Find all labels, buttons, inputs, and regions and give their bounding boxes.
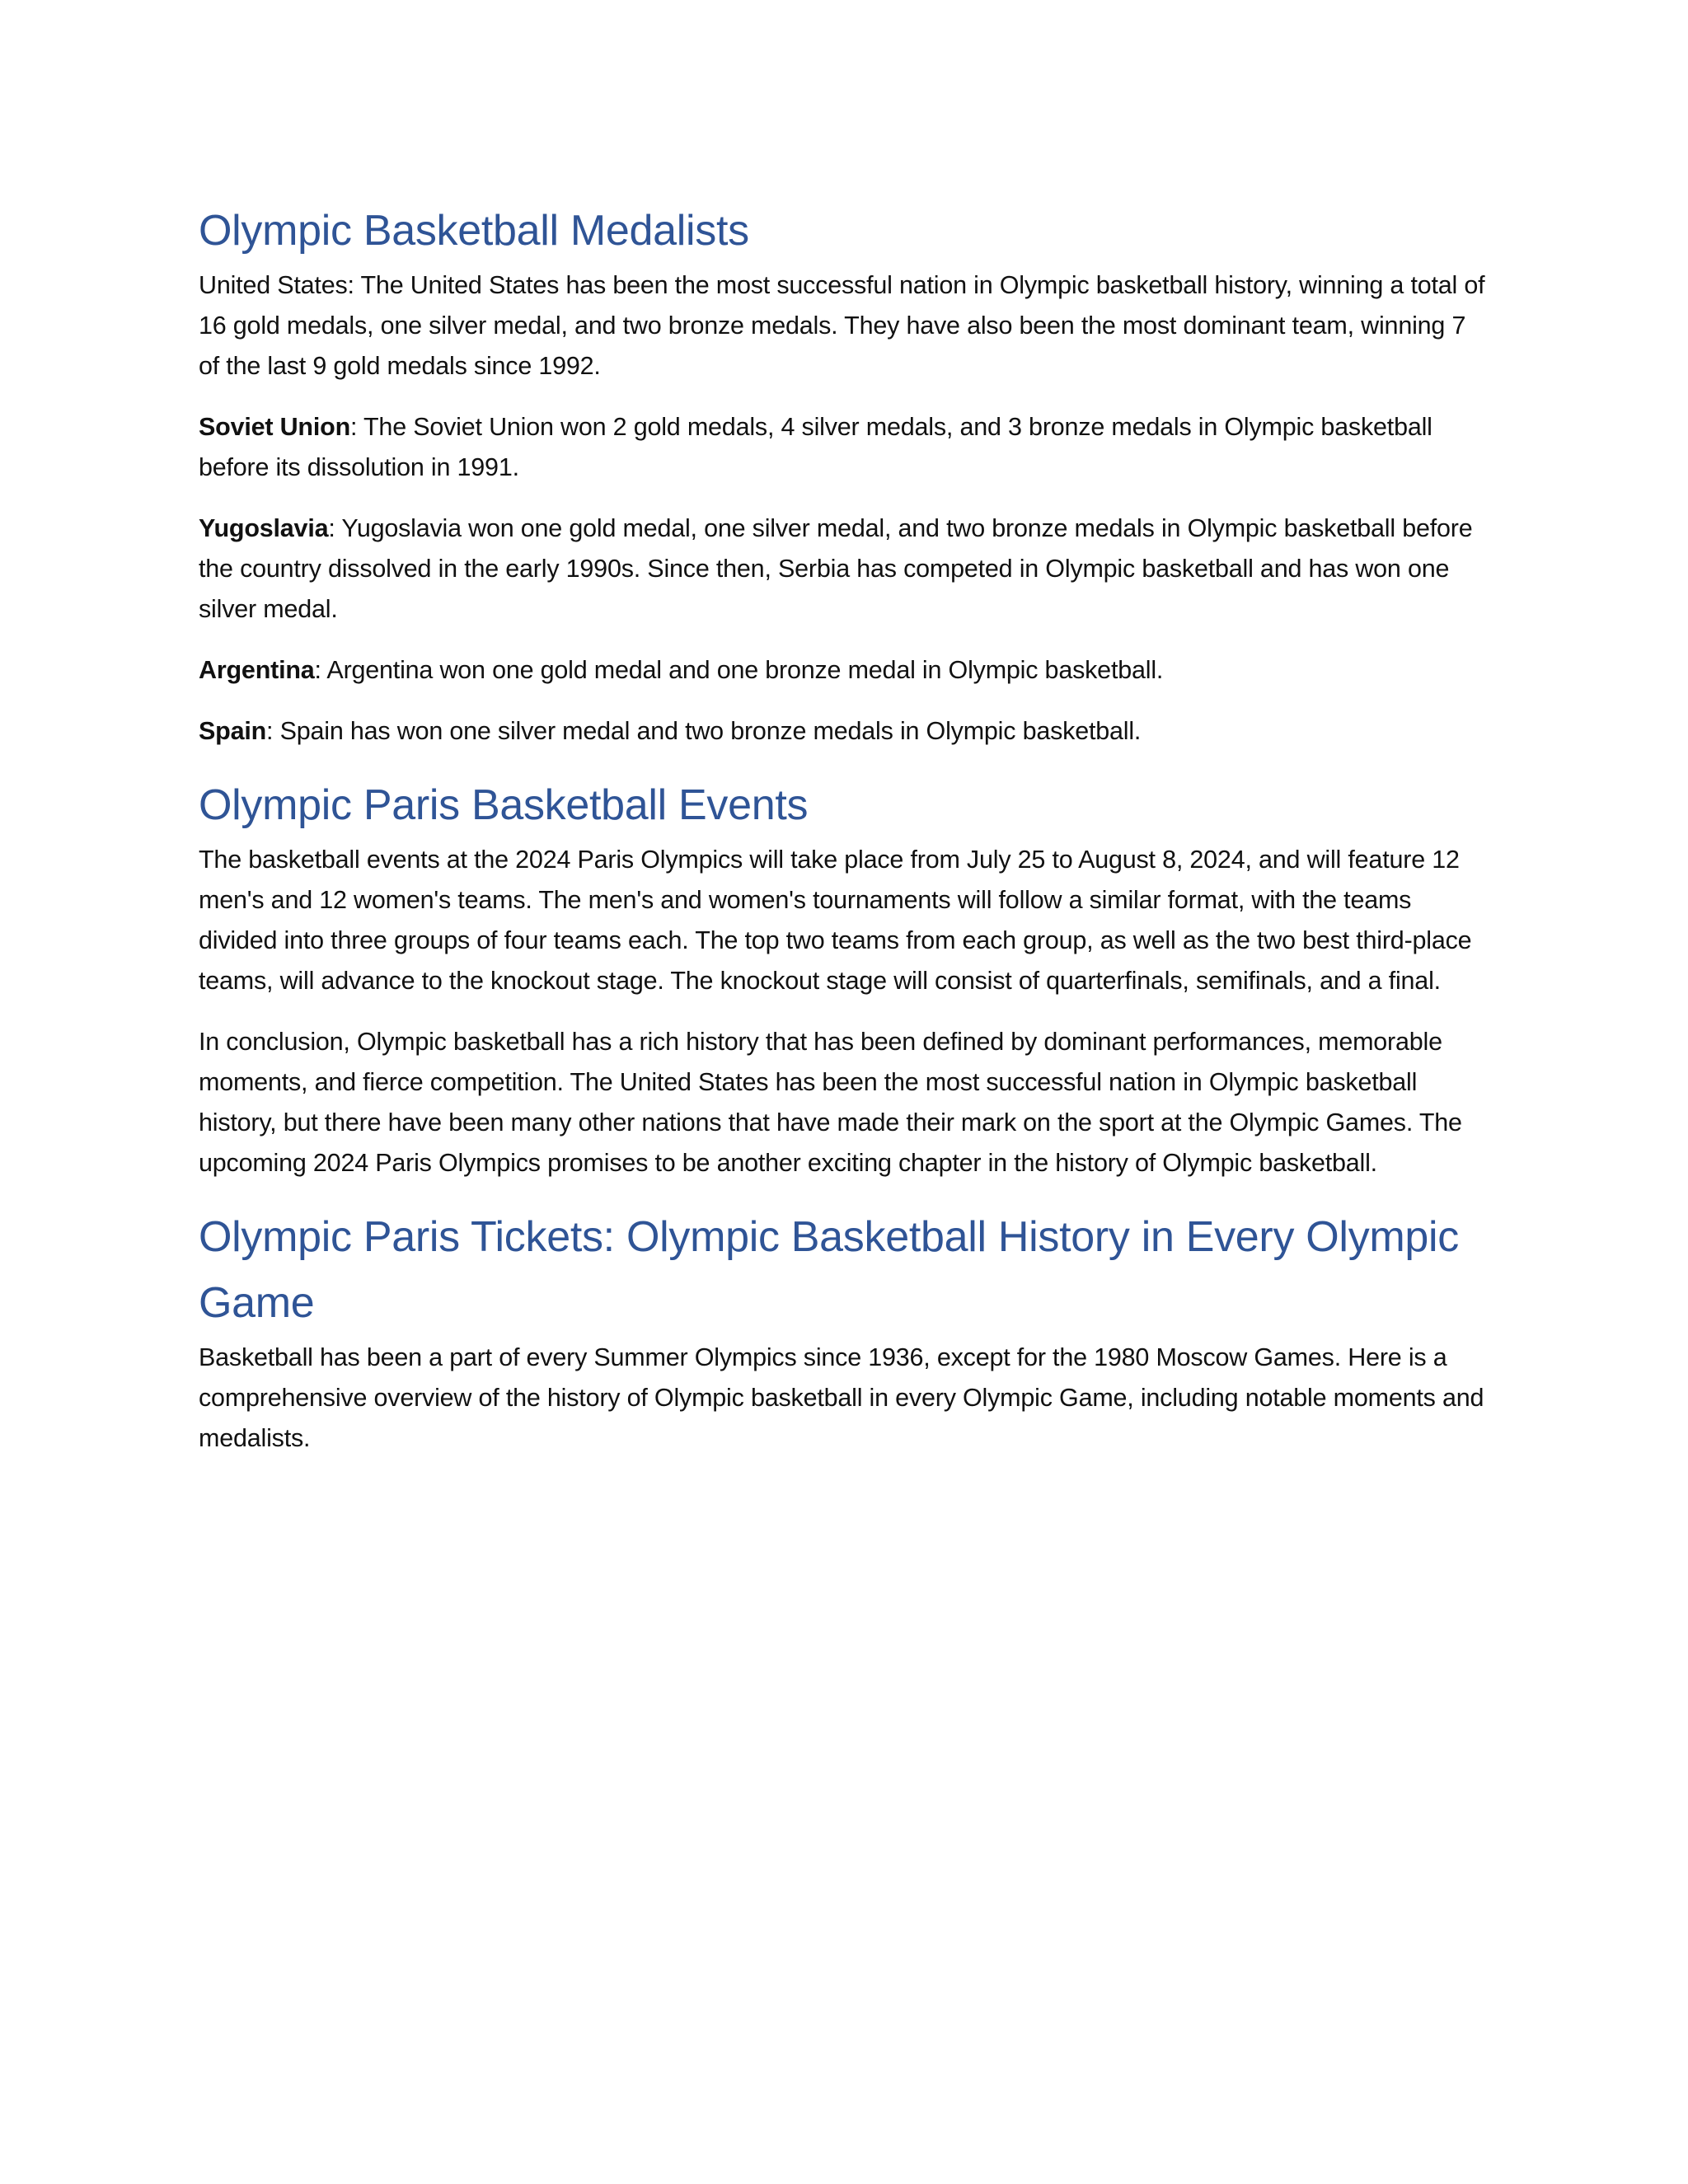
- heading-medalists: Olympic Basketball Medalists: [199, 207, 749, 255]
- term-yugoslavia: Yugoslavia: [199, 514, 329, 542]
- heading-paris-events: Olympic Paris Basketball Events: [199, 781, 809, 829]
- paragraph-text: The Soviet Union won 2 gold medals, 4 silver medals, and 3 bronze medals in Olympic basketball before its dissolution in 1991.: [199, 413, 1432, 481]
- paragraph-history-overview: Basketball has been a part of every Summer Olympics since 1936, except for the 1980 Moscow Games. Here is a comprehensive overview of the history of Olympic basketball in every Olympic Game, including notable moments and medalists.: [199, 1343, 1484, 1452]
- term-soviet-union: Soviet Union: [199, 413, 350, 441]
- paragraph-text: Argentina won one gold medal and one bronze medal in Olympic basketball.: [326, 656, 1164, 684]
- paragraph-text: Spain has won one silver medal and two bronze medals in Olympic basketball.: [279, 717, 1142, 745]
- heading-paris-tickets: Olympic Paris Tickets: Olympic Basketball History in Every Olympic Game: [199, 1213, 1459, 1327]
- paragraph-text: Yugoslavia won one gold medal, one silver medal, and two bronze medals in Olympic basketball before the country dissolved in the early 1990s. Since then, Serbia has competed in Olympic basketball and has won one silver medal.: [199, 514, 1473, 623]
- document-body: [199, 198, 1493, 1479]
- paragraph-argentina: Argentina: Argentina won one gold medal and one bronze medal in Olympic basketball.: [199, 656, 1164, 684]
- paragraph-spain: Spain: Spain has won one silver medal and two bronze medals in Olympic basketball.: [199, 717, 1142, 745]
- term-spain: Spain: [199, 717, 267, 745]
- paragraph-conclusion: In conclusion, Olympic basketball has a rich history that has been defined by dominant performances, memorable moments, and fierce competition. The United States has been the most successful nation in Olympic basketball history, but there have been many other nations that have made their mark on the sport at the Olympic Games. The upcoming 2024 Paris Olympics promises to be another exciting chapter in the history of Olympic basketball.: [199, 1028, 1462, 1177]
- paragraph-soviet-union: Soviet Union: The Soviet Union won 2 gold medals, 4 silver medals, and 3 bronze medals in Olympic basketball before its dissolution in 1991.: [199, 413, 1432, 481]
- paragraph-paris-events: The basketball events at the 2024 Paris Olympics will take place from July 25 to August 8, 2024, and will feature 12 men's and 12 women's teams. The men's and women's tournaments will follow a similar format, with the teams divided into three groups of four teams each. The top two teams from each group, as well as the two best third-place teams, will advance to the knockout stage. The knockout stage will consist of quarterfinals, semifinals, and a final.: [199, 846, 1472, 995]
- paragraph-yugoslavia: Yugoslavia: Yugoslavia won one gold medal, one silver medal, and two bronze medals in Olympic basketball before the country dissolved in the early 1990s. Since then, Serbia has competed in Olympic basketball and has won one silver medal.: [199, 514, 1473, 623]
- paragraph-united-states: [199, 265, 1493, 387]
- paragraph-text: United States: The United States has been the most successful nation in Olympic basketball history, winning a total of 16 gold medals, one silver medal, and two bronze medals. They have also been the most dominant team, winning 7 of the last 9 gold medals since 1992.: [199, 271, 1485, 380]
- term-argentina: Argentina: [199, 656, 315, 684]
